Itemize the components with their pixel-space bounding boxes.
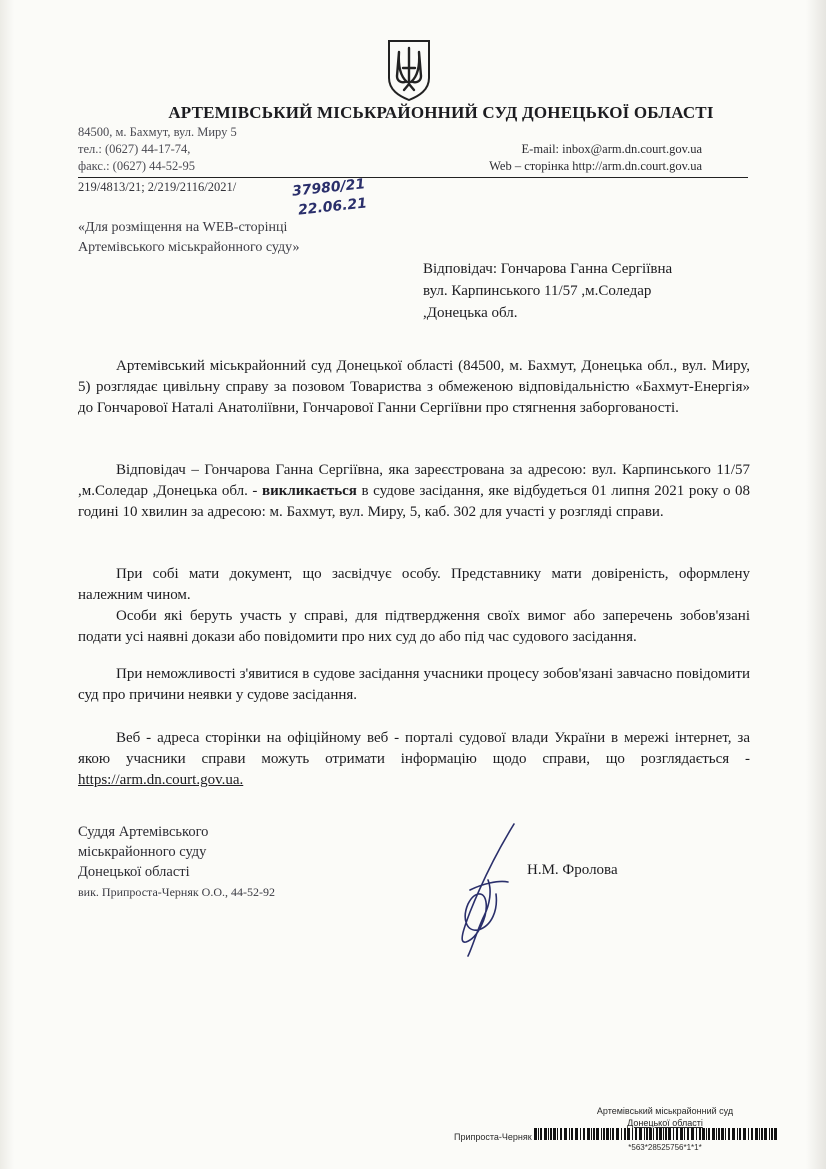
judge-title: міськрайонного суду bbox=[78, 844, 207, 860]
web-note-line: Артемівського міськрайонного суду» bbox=[78, 240, 300, 255]
court-address: 84500, м. Бахмут, вул. Миру 5 bbox=[78, 125, 237, 139]
court-phone: тел.: (0627) 44-17-74, bbox=[78, 142, 191, 156]
handwritten-outgoing-date: 22.06.21 bbox=[297, 195, 368, 219]
addressee-region: ,Донецька обл. bbox=[423, 305, 518, 321]
executor-contact: вик. Припроста-Черняк О.О., 44-52-92 bbox=[78, 885, 275, 899]
court-contacts bbox=[78, 124, 338, 175]
judge-name: Н.М. Фролова bbox=[527, 862, 618, 878]
judge-title: Суддя Артемівського bbox=[78, 824, 209, 840]
court-online-contacts bbox=[380, 141, 702, 175]
barcode-icon bbox=[534, 1128, 778, 1140]
paragraph-case-description: Артемівський міськрайонний суд Донецької області (84500, м. Бахмут, Донецька обл., вул. Миру, 5) розглядає цивільну справу за позовом Товариства з обмеженою відповідальністю «Бахмут-Енергія» до Гончарової Наталі Анатоліївни, Гончарової Ганни Сергіївни про стягнення заборгованості. bbox=[78, 358, 750, 416]
addressee-name: Відповідач: Гончарова Ганна Сергіївна bbox=[423, 261, 673, 277]
stamp-region: Донецької області bbox=[627, 1118, 703, 1128]
handwritten-outgoing-number: 37980/21 bbox=[291, 176, 366, 200]
judge-title: Донецької області bbox=[78, 864, 190, 880]
stamp-court-name: Артемівський міськрайонний суд bbox=[596, 1106, 734, 1116]
court-website: Web – сторінка http://arm.dn.court.gov.ua bbox=[489, 159, 702, 173]
court-email: E-mail: inbox@arm.dn.court.gov.ua bbox=[521, 142, 702, 156]
paragraph-absence-notice: При неможливості з'явитися в судове засідання учасники процесу зобов'язані завчасно повідомити суд про причини неявки у судове засідання. bbox=[78, 666, 750, 703]
judge-signature-block bbox=[78, 822, 275, 902]
court-fax: факс.: (0627) 44-52-95 bbox=[78, 159, 195, 173]
case-numbers: 219/4813/21; 2/219/2116/2021/ bbox=[78, 180, 237, 194]
summons-emphasis: викликається bbox=[262, 483, 357, 499]
summons-text: Відповідач – Гончарова Ганна Сергіївна, яка зареєстрована за адресою: вул. Карпинського 11/57 ,м.Соледар ,Донецька обл. - bbox=[78, 462, 750, 499]
paragraph-summons bbox=[78, 460, 750, 523]
paragraph-evidence: Особи які беруть участь у справі, для підтвердження своїх вимог або заперечень зобов'язані подати усі наявні докази або повідомити про них суд до або під час судового засідання. bbox=[78, 608, 750, 645]
paragraph-web-address bbox=[78, 728, 750, 791]
handwritten-signature-icon bbox=[448, 820, 528, 960]
web-address-text: Веб - адреса сторінки на офіційному веб - порталі судової влади України в мережі інтернет, за якою учасники справи можуть отримати інформацію щодо справи, що розглядається - bbox=[78, 730, 750, 767]
paragraph-documents: При собі мати документ, що засвідчує особу. Представнику мати довіреність, оформлену належним чином. bbox=[78, 566, 750, 603]
stamp-barcode-code: *563*28525756*1*1* bbox=[628, 1143, 702, 1152]
stamp-clerk: Припроста-Черняк bbox=[454, 1132, 532, 1142]
addressee-street: вул. Карпинського 11/57 ,м.Соледар bbox=[423, 283, 652, 299]
trident-coat-of-arms-icon bbox=[386, 38, 432, 102]
addressee-block bbox=[423, 258, 743, 324]
web-publication-note bbox=[78, 218, 299, 258]
header-divider bbox=[78, 177, 748, 178]
court-name: АРТЕМІВСЬКИЙ МІСЬКРАЙОННИЙ СУД ДОНЕЦЬКОЇ ОБЛАСТІ bbox=[168, 103, 714, 122]
web-note-line: «Для розміщення на WEB-сторінці bbox=[78, 220, 288, 235]
summons-text: в судове засідання, яке відбудеться 01 липня 2021 року о 08 годині 10 хвилин за адресою: м. Бахмут, вул. Миру, 5, каб. 302 для участі у розгляді справи. bbox=[78, 483, 751, 520]
court-website-link[interactable]: https://arm.dn.court.gov.ua. bbox=[78, 772, 244, 788]
